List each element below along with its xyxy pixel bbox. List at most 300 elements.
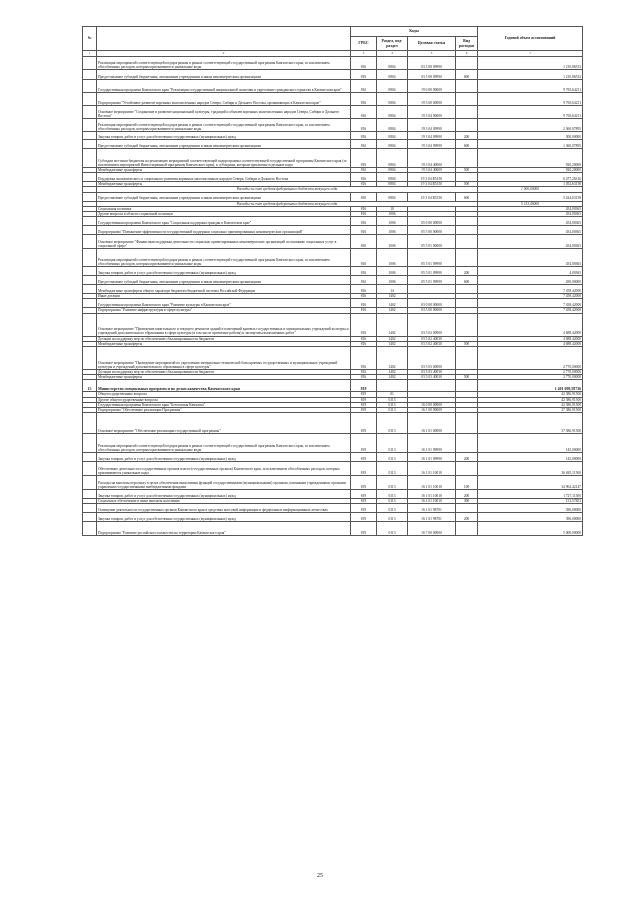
- cell-grbs: 816: [351, 226, 377, 235]
- table-row: [83, 313, 583, 336]
- cell-amount: 36 845,11500: [478, 462, 583, 476]
- cell-grbs: 816: [351, 140, 377, 149]
- cell-name: Межбюджетные трансферты: [97, 375, 351, 380]
- cell-name: Закупка товаров, работ и услуг для обеспечения государственных (муниципальных) нужд: [97, 513, 351, 522]
- cell-amount: 42 386,91500: [478, 402, 583, 407]
- cell-amount: 7 458,42000: [478, 285, 583, 294]
- cell-name: Закупка товаров, работ и услуг для обеспечения государственных (муниципальных) нужд: [97, 453, 351, 462]
- cell-vr: [456, 522, 478, 536]
- cell-csr: 05 0 00 00000: [408, 217, 456, 226]
- cell-grbs: 816: [351, 182, 377, 187]
- cell-grbs: 816: [351, 206, 377, 211]
- cell-name: Подпрограмма "Развитие российского казачества на территории Камчатского края": [97, 522, 351, 536]
- table-row: [83, 522, 583, 536]
- cell-num: [83, 434, 97, 453]
- cell-amount: 1 727,11500: [478, 490, 583, 499]
- cell-grbs: 816: [351, 249, 377, 267]
- cell-num: [83, 249, 97, 267]
- cell-vr: [456, 299, 478, 308]
- cell-num: [83, 106, 97, 119]
- cell-grbs: 816: [351, 285, 377, 294]
- cell-grbs: 819: [351, 462, 377, 476]
- cell-razdel: 0113: [377, 476, 408, 490]
- cell-num: [83, 149, 97, 168]
- table-body: [83, 57, 583, 536]
- table-row: [83, 453, 583, 462]
- header-num: №: [83, 27, 97, 51]
- cell-amount: 7 458,42000: [478, 308, 583, 313]
- cell-vr: 200: [456, 132, 478, 140]
- cell-amount: 42 386,91500: [478, 397, 583, 402]
- cell-razdel: 1006: [377, 249, 408, 267]
- cell-num: 15: [83, 380, 97, 392]
- cell-grbs: 816: [351, 80, 377, 93]
- cell-vr: 600: [456, 276, 478, 285]
- cell-vr: 500: [456, 375, 478, 380]
- cell-grbs: 816: [351, 267, 377, 276]
- cell-razdel: 1402: [377, 341, 408, 346]
- cell-razdel: 0113: [377, 499, 408, 504]
- cell-csr: 19 0 00 00000: [408, 80, 456, 93]
- cell-amount: 6 477,26316: [478, 173, 583, 182]
- cell-razdel: 1402: [377, 347, 408, 370]
- cell-amount: 1 401 099,58736: [478, 380, 583, 392]
- cell-grbs: 816: [351, 217, 377, 226]
- cell-razdel: 1402: [377, 313, 408, 336]
- cell-amount: 454,00365: [478, 212, 583, 217]
- cell-vr: [456, 119, 478, 132]
- cell-csr: 19 3 04 R5150: [408, 173, 456, 182]
- cell-razdel: 0113: [377, 504, 408, 513]
- cell-vr: 500: [456, 341, 478, 346]
- cell-razdel: 0113: [377, 453, 408, 462]
- cell-name: Освещение деятельности государственных органов Камчатского края в средствах массовой информации и федеральных информационных агентствах: [97, 504, 351, 513]
- cell-num: [83, 192, 97, 201]
- cell-csr: 05 5 01 09990: [408, 249, 456, 267]
- cell-grbs: 816: [351, 212, 377, 217]
- cell-razdel: 0804: [377, 119, 408, 132]
- table-row: [83, 80, 583, 93]
- header-amount: Годовой объем ассигнований: [478, 27, 583, 51]
- cell-grbs: 819: [351, 513, 377, 522]
- cell-amount: 7 458,42000: [478, 294, 583, 299]
- cell-name: Предоставление субсидий бюджетным, автономным учреждениям и иным некоммерческим организациям: [97, 192, 351, 201]
- cell-grbs: 816: [351, 370, 377, 375]
- cell-grbs: 816: [351, 149, 377, 168]
- cell-csr: 03 5 00 00000: [408, 308, 456, 313]
- cell-csr: 16 1 00 00000: [408, 408, 456, 413]
- colnum: 7: [478, 51, 583, 57]
- cell-num: [83, 276, 97, 285]
- cell-amount: 4 688,42000: [478, 341, 583, 346]
- cell-vr: [456, 173, 478, 182]
- cell-name: Основное мероприятие "Проведение капитального и текущего ремонтов зданий и помещений краевых государственных и муниципальных учреждений культуры и учреждений дополнительного образования в сфере культуры (в том числе проектные работы) и экспертизы выполненных работ": [97, 313, 351, 336]
- header-csr: Целевая статья: [408, 37, 456, 51]
- cell-amount: 153,57853: [478, 499, 583, 504]
- cell-csr: 19 3 00 00000: [408, 93, 456, 106]
- cell-vr: 600: [456, 192, 478, 201]
- cell-csr: 19 3 04 09990: [408, 132, 456, 140]
- cell-csr: 19 3 04 09990: [408, 140, 456, 149]
- cell-razdel: 10: [377, 206, 408, 211]
- cell-amount: 145,00000: [478, 434, 583, 453]
- cell-name: Реализация мероприятий соответствующей подпрограммы в рамках соответствующей государственной программы Камчатского края, за исключением обособленных расходов, которым присваиваются уникальные коды: [97, 119, 351, 132]
- cell-csr: 03 5 08 09990: [408, 57, 456, 70]
- cell-num: [83, 490, 97, 499]
- header-codes: Коды: [351, 27, 478, 37]
- cell-vr: [456, 93, 478, 106]
- cell-vr: [456, 347, 478, 370]
- table-row: [83, 149, 583, 168]
- cell-grbs: 819: [351, 476, 377, 490]
- cell-name: Подпрограмма "Развитие инфраструктуры в сфере культуры": [97, 308, 351, 313]
- cell-amount: 2 770,00000: [478, 370, 583, 375]
- cell-amount: 920,20000: [478, 168, 583, 173]
- cell-num: [83, 57, 97, 70]
- cell-name: Общегосударственные вопросы: [97, 392, 351, 397]
- cell-name: Иные дотации: [97, 294, 351, 299]
- cell-vr: [456, 80, 478, 93]
- cell-csr: 16 1 01 00000: [408, 413, 456, 434]
- cell-vr: 200: [456, 453, 478, 462]
- cell-razdel: 1006: [377, 235, 408, 249]
- cell-csr: 16 1 01 98701: [408, 504, 456, 513]
- cell-razdel: 0113: [377, 462, 408, 476]
- cell-vr: [456, 249, 478, 267]
- cell-vr: [456, 462, 478, 476]
- cell-razdel: 1402: [377, 299, 408, 308]
- table-row: [83, 285, 583, 294]
- cell-csr: 05 5 01 09990: [408, 276, 456, 285]
- cell-amount: 42 386,91500: [478, 392, 583, 397]
- cell-grbs: 819: [351, 392, 377, 397]
- table-row: [83, 132, 583, 140]
- header-razdel: Раздел, под-раздел: [377, 37, 408, 51]
- cell-razdel: 1402: [377, 370, 408, 375]
- cell-grbs: 816: [351, 276, 377, 285]
- cell-vr: 200: [456, 513, 478, 522]
- cell-grbs: 819: [351, 380, 377, 392]
- cell-razdel: 1006: [377, 226, 408, 235]
- cell-razdel: 1402: [377, 294, 408, 299]
- cell-amount: 1 052,63158: [478, 182, 583, 187]
- cell-num: [83, 140, 97, 149]
- cell-razdel: 0804: [377, 173, 408, 182]
- cell-csr: 16 1 01 10010: [408, 476, 456, 490]
- cell-csr: [408, 380, 456, 392]
- cell-num: [83, 476, 97, 490]
- cell-razdel: 0804: [377, 182, 408, 187]
- cell-grbs: 819: [351, 402, 377, 407]
- cell-name: Реализация мероприятий соответствующей подпрограммы в рамках соответствующей государственной программы Камчатского края, за исключением обособленных расходов, которым присваиваются уникальные коды: [97, 57, 351, 70]
- cell-razdel: 1006: [377, 212, 408, 217]
- cell-amount: 300,00000: [478, 132, 583, 140]
- cell-grbs: 816: [351, 173, 377, 182]
- cell-num: [83, 226, 97, 235]
- cell-amount: 4 688,42000: [478, 336, 583, 341]
- cell-razdel: 0113: [377, 397, 408, 402]
- cell-vr: 300: [456, 499, 478, 504]
- cell-csr: 16 1 01 09990: [408, 434, 456, 453]
- cell-name: Реализация мероприятий соответствующей подпрограммы в рамках соответствующей государственной программы Камчатского края, за исключением обособленных расходов, которым присваиваются уникальные коды: [97, 249, 351, 267]
- cell-vr: 100: [456, 476, 478, 490]
- cell-name: Другие вопросы в области социальной политики: [97, 212, 351, 217]
- cell-name: Основное мероприятие "Сохранение и развитие национальной культуры, традиций и обычаев коренных малочисленных народов Севера, Сибири и Дальнего Востока": [97, 106, 351, 119]
- cell-name: Предоставление субсидий бюджетным, автономным учреждениям и иным некоммерческим организациям: [97, 140, 351, 149]
- budget-table: [82, 26, 583, 536]
- header-name: [97, 27, 351, 51]
- cell-num: [83, 299, 97, 308]
- cell-csr: 03 5 03 40030: [408, 370, 456, 375]
- cell-razdel: 1402: [377, 308, 408, 313]
- table-row: [83, 249, 583, 267]
- table-row: [83, 217, 583, 226]
- cell-amount: 454,00365: [478, 206, 583, 211]
- cell-num: [83, 285, 97, 294]
- cell-name: Дотации на поддержку мер по обеспечению сбалансированности бюджетов: [97, 370, 351, 375]
- cell-razdel: 01: [377, 392, 408, 397]
- table-row: [83, 140, 583, 149]
- cell-csr: 19 3 04 R5150: [408, 192, 456, 201]
- cell-amount: 145,00000: [478, 453, 583, 462]
- cell-vr: [456, 226, 478, 235]
- cell-name: Предоставление субсидий бюджетным, автономным учреждениям и иным некоммерческим организациям: [97, 276, 351, 285]
- cell-vr: [456, 380, 478, 392]
- cell-amount: 37 386,91500: [478, 413, 583, 434]
- cell-razdel: 0804: [377, 93, 408, 106]
- cell-csr: 16 1 01 10010: [408, 462, 456, 476]
- cell-num: [83, 217, 97, 226]
- cell-grbs: 816: [351, 308, 377, 313]
- cell-vr: 500: [456, 168, 478, 173]
- cell-amount: 1 000,00000: [478, 187, 583, 192]
- table-row: [83, 119, 583, 132]
- cell-name: Социальное обеспечение и иные выплаты населению: [97, 499, 351, 504]
- page-number: 25: [317, 873, 323, 879]
- cell-grbs: 819: [351, 522, 377, 536]
- cell-num: [83, 80, 97, 93]
- cell-num: [83, 413, 97, 434]
- cell-grbs: 816: [351, 375, 377, 380]
- table-row: [83, 267, 583, 276]
- cell-grbs: 816: [351, 168, 377, 173]
- colnum: 3: [351, 51, 377, 57]
- cell-amount: 2 360,07895: [478, 119, 583, 132]
- cell-csr: 16 1 01 10010: [408, 490, 456, 499]
- cell-name: Министерство специальных программ и по делам казачества Камчатского края: [97, 380, 351, 392]
- cell-num: [83, 119, 97, 132]
- cell-amount: 920,20000: [478, 149, 583, 168]
- cell-vr: 500: [456, 182, 478, 187]
- cell-grbs: 819: [351, 397, 377, 402]
- cell-name: Государственная программа Камчатского края "Социальная поддержка граждан в Камчатском крае": [97, 217, 351, 226]
- cell-csr: 16 1 01 09990: [408, 453, 456, 462]
- cell-amount: 1 210,86533: [478, 70, 583, 80]
- cell-name: Основное мероприятие "Проведение мероприятий по укреплению материально-технической базы краевых государственных и муниципальных учреждений культуры и учреждений дополнительного образования в сфере культуры": [97, 347, 351, 370]
- cell-vr: 600: [456, 140, 478, 149]
- cell-amount: 7 458,42000: [478, 299, 583, 308]
- cell-amount: 37 386,91500: [478, 408, 583, 413]
- cell-amount: 454,00365: [478, 235, 583, 249]
- cell-vr: 200: [456, 267, 478, 276]
- table-row: [83, 276, 583, 285]
- cell-vr: [456, 285, 478, 294]
- cell-name: Межбюджетные трансферты: [97, 168, 351, 173]
- cell-razdel: 1006: [377, 276, 408, 285]
- colnum: 5: [408, 51, 456, 57]
- cell-amount: 9 765,64211: [478, 93, 583, 106]
- cell-csr: 05 5 01 00000: [408, 235, 456, 249]
- cell-vr: [456, 504, 478, 513]
- cell-vr: 600: [456, 70, 478, 80]
- cell-num: [83, 522, 97, 536]
- cell-csr: 03 5 02 00000: [408, 313, 456, 336]
- cell-name: Подпрограмма "Устойчивое развитие коренных малочисленных народов Севера, Сибири и Дальнего Востока, проживающих в Камчатском крае": [97, 93, 351, 106]
- cell-razdel: 0113: [377, 522, 408, 536]
- colnum: 2: [97, 51, 351, 57]
- table-row: [83, 192, 583, 201]
- table-row: [83, 106, 583, 119]
- header-vr: Вид расходов: [456, 37, 478, 51]
- cell-name: Государственная программа Камчатского края "Безопасная Камчатка": [97, 402, 351, 407]
- table-row: [83, 413, 583, 434]
- cell-razdel: 0804: [377, 168, 408, 173]
- cell-amount: 396,00000: [478, 504, 583, 513]
- cell-csr: 03 5 03 40030: [408, 375, 456, 380]
- budget-table-sheet: [82, 26, 582, 536]
- cell-grbs: 816: [351, 132, 377, 140]
- cell-csr: 19 3 04 40000: [408, 168, 456, 173]
- cell-csr: 16 7 00 00000: [408, 522, 456, 536]
- cell-vr: [456, 313, 478, 336]
- cell-name: Закупка товаров, работ и услуг для обеспечения государственных (муниципальных) нужд: [97, 132, 351, 140]
- cell-razdel: 0804: [377, 80, 408, 93]
- cell-razdel: 0113: [377, 490, 408, 499]
- cell-vr: [456, 149, 478, 168]
- cell-grbs: 816: [351, 341, 377, 346]
- cell-grbs: 816: [351, 336, 377, 341]
- cell-razdel: 0113: [377, 513, 408, 522]
- cell-grbs: 819: [351, 453, 377, 462]
- cell-name: Межбюджетные трансферты: [97, 182, 351, 187]
- cell-num: [83, 313, 97, 336]
- cell-num: [83, 173, 97, 182]
- cell-grbs: 819: [351, 434, 377, 453]
- cell-razdel: 0804: [377, 132, 408, 140]
- cell-amount: 9 765,64211: [478, 106, 583, 119]
- cell-amount: 9 765,64211: [478, 80, 583, 93]
- colnum: 1: [83, 51, 97, 57]
- table-row: [83, 93, 583, 106]
- cell-name: Поддержка экономического и социального развития коренных малочисленных народов Севера, Сибири и Дальнего Востока: [97, 173, 351, 182]
- cell-csr: 19 3 04 40000: [408, 149, 456, 168]
- cell-num: [83, 462, 97, 476]
- cell-amount: 4,00365: [478, 267, 583, 276]
- cell-amount: 1 210,86533: [478, 57, 583, 70]
- cell-csr: 03 5 03 00000: [408, 347, 456, 370]
- cell-amount: 450,00000: [478, 276, 583, 285]
- cell-vr: [456, 413, 478, 434]
- cell-amount: 454,00365: [478, 217, 583, 226]
- cell-amount: 5 153,40000: [478, 201, 583, 206]
- cell-vr: [456, 217, 478, 226]
- cell-grbs: 816: [351, 294, 377, 299]
- cell-grbs: 819: [351, 413, 377, 434]
- cell-grbs: 816: [351, 299, 377, 308]
- cell-num: [83, 70, 97, 80]
- cell-grbs: 819: [351, 490, 377, 499]
- cell-name: Предоставление субсидий бюджетным, автономным учреждениям и иным некоммерческим организациям: [97, 70, 351, 80]
- cell-csr: 03 0 00 00000: [408, 299, 456, 308]
- cell-csr: 19 3 04 00000: [408, 106, 456, 119]
- cell-num: [83, 235, 97, 249]
- cell-name: Межбюджетные трансферты общего характера бюджетам бюджетной системы Российской Федерации: [97, 285, 351, 294]
- cell-name: Реализация мероприятий соответствующей подпрограммы в рамках соответствующей государственной программы Камчатского края, за исключением обособленных расходов, которым присваиваются уникальные коды: [97, 434, 351, 453]
- cell-num: [83, 347, 97, 370]
- cell-razdel: 0804: [377, 149, 408, 168]
- cell-name: Расходы на выплаты персоналу в целях обеспечения выполнения функций государственными (муниципальными) органами, казенными учреждениями, органами управления государственными внебюджетными фондами: [97, 476, 351, 490]
- header-grbs: ГРБС: [351, 37, 377, 51]
- cell-grbs: 816: [351, 235, 377, 249]
- cell-name: Расходы за счет средств федерального бюджета текущего года: [97, 187, 478, 192]
- cell-csr: 19 3 04 R5150: [408, 182, 456, 187]
- cell-razdel: 0804: [377, 57, 408, 70]
- cell-name: Межбюджетные трансферты: [97, 341, 351, 346]
- cell-name: Субсидии местным бюджетам на реализацию мероприятий соответствующей подпрограммы соответствующей государственной программы Камчатского края (за исключением мероприятий Инвестиционной программы Камчатского края), к субсидиям, которым присвоены отдельные коды: [97, 149, 351, 168]
- cell-csr: 05 5 01 09990: [408, 267, 456, 276]
- cell-vr: [456, 57, 478, 70]
- cell-grbs: 816: [351, 313, 377, 336]
- cell-amount: 5 424,63158: [478, 192, 583, 201]
- cell-amount: 2 770,00000: [478, 375, 583, 380]
- cell-csr: 16 1 01 10010: [408, 499, 456, 504]
- cell-razdel: 0804: [377, 106, 408, 119]
- cell-amount: 454,00365: [478, 249, 583, 267]
- cell-razdel: 1006: [377, 267, 408, 276]
- table-row: [83, 70, 583, 80]
- table-row: [83, 490, 583, 499]
- cell-csr: 03 5 08 09990: [408, 70, 456, 80]
- cell-grbs: 816: [351, 93, 377, 106]
- cell-name: Государственная программа Камчатского края "Развитие культуры в Камчатском крае": [97, 299, 351, 308]
- cell-grbs: 816: [351, 106, 377, 119]
- cell-razdel: [377, 380, 408, 392]
- cell-num: [83, 267, 97, 276]
- cell-name: Закупка товаров, работ и услуг для обеспечения государственных (муниципальных) нужд: [97, 490, 351, 499]
- cell-amount: 34 964,42147: [478, 476, 583, 490]
- cell-csr: 19 3 04 09990: [408, 119, 456, 132]
- cell-amount: 1 360,07895: [478, 140, 583, 149]
- cell-amount: 5 000,00000: [478, 522, 583, 536]
- table-row: [83, 462, 583, 476]
- table-row: [83, 434, 583, 453]
- cell-csr: 05 5 00 00000: [408, 226, 456, 235]
- cell-razdel: 0113: [377, 413, 408, 434]
- cell-razdel: 0113: [377, 408, 408, 413]
- cell-csr: 03 5 02 40030: [408, 336, 456, 341]
- cell-csr: 16 0 00 00000: [408, 402, 456, 407]
- cell-razdel: 0804: [377, 140, 408, 149]
- cell-name: Обеспечение деятельности государственных органов власти (государственных органов) Камчатского края, за исключением обособленных расходов, которым присваиваются уникальные коды: [97, 462, 351, 476]
- table-row: [83, 226, 583, 235]
- cell-num: [83, 504, 97, 513]
- cell-razdel: 14: [377, 285, 408, 294]
- cell-grbs: 819: [351, 504, 377, 513]
- cell-csr: 16 1 01 98701: [408, 513, 456, 522]
- cell-razdel: 1402: [377, 336, 408, 341]
- cell-vr: 200: [456, 490, 478, 499]
- cell-name: Подпрограмма "Повышение эффективности государственной поддержки социально ориентированных некоммерческих организаций": [97, 226, 351, 235]
